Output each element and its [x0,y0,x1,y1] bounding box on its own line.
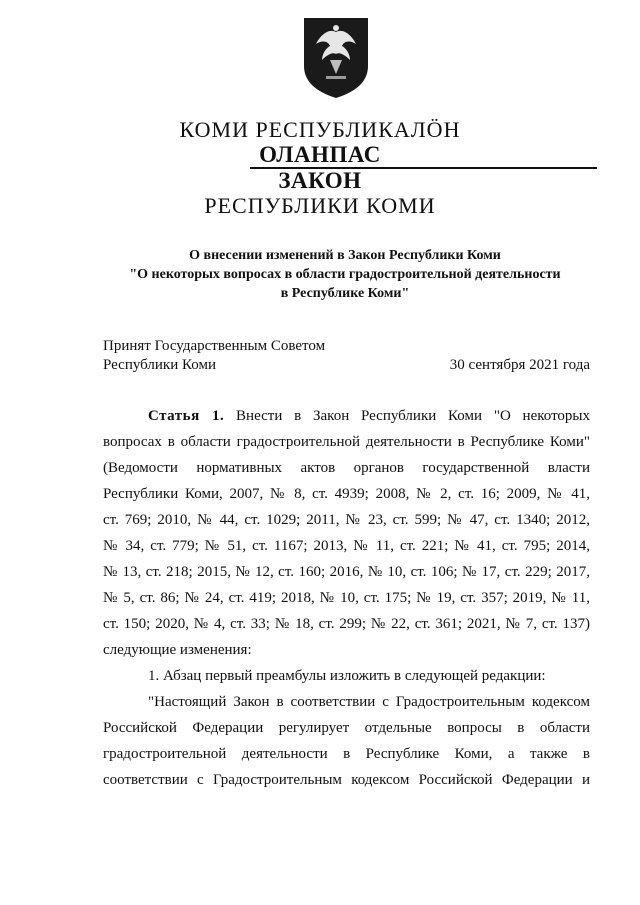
article-label: Статья 1. [148,408,225,424]
law-title-line-1: О внесении изменений в Закон Республики Коми [189,248,501,263]
quote-line: соответствии с Градостроительным кодексом Российской Федерации и [103,772,590,788]
body-line: вопросах в области градостроительной деятельности в Республике Коми" [103,434,590,450]
header-olanpas: ОЛАНПАС [259,142,381,167]
coat-of-arms-emblem [300,14,372,100]
adoption-line-1: Принят Государственным Советом [103,338,326,354]
body-line: (Ведомости нормативных актов органов государственной власти [103,460,590,476]
body-line: ст. 769; 2010, № 44, ст. 1029; 2011, № 23, ст. 599; № 47, ст. 1340; 2012, [103,512,590,528]
header-komi: КОМИ РЕСПУБЛИКАЛӦН [179,117,461,142]
article-first-text: Внести в Закон Республики Коми "О некоторых [236,408,590,424]
body-line: № 34, ст. 779; № 51, ст. 1167; 2013, № 11, ст. 221; № 41, ст. 795; 2014, [103,538,590,554]
body-line: № 5, ст. 86; № 24, ст. 419; 2018, № 10, ст. 175; № 19, ст. 357; 2019, № 11, [103,590,590,606]
body-line: Республики Коми, 2007, № 8, ст. 4939; 2008, № 2, ст. 16; 2009, № 41, [103,486,590,502]
law-title-line-2: "О некоторых вопросах в области градостроительной деятельности [129,267,561,282]
body-line: следующие изменения: [103,642,252,658]
article-1-first-line [148,407,590,425]
adoption-line-2: Республики Коми [103,357,216,373]
adoption-date: 30 сентября 2021 года [449,357,590,373]
quote-line: Российской Федерации регулирует отдельные вопросы в области [103,720,590,736]
law-title-line-3: в Республике Коми" [280,286,410,301]
item-1: 1. Абзац первый преамбулы изложить в следующей редакции: [148,668,546,684]
quote-line: градостроительной деятельности в Республике Коми, а также в [103,746,590,762]
quote-first-line: "Настоящий Закон в соответствии с Градостроительным кодексом [148,694,590,710]
body-line: № 13, ст. 218; 2015, № 12, ст. 160; 2016, № 10, ст. 106; № 17, ст. 229; 2017, [103,564,590,580]
header-republic: РЕСПУБЛИКИ КОМИ [204,193,436,218]
body-line: ст. 150; 2020, № 4, ст. 33; № 18, ст. 299; № 22, ст. 361; 2021, № 7, ст. 137) [103,616,590,632]
header-zakon: ЗАКОН [278,168,362,193]
